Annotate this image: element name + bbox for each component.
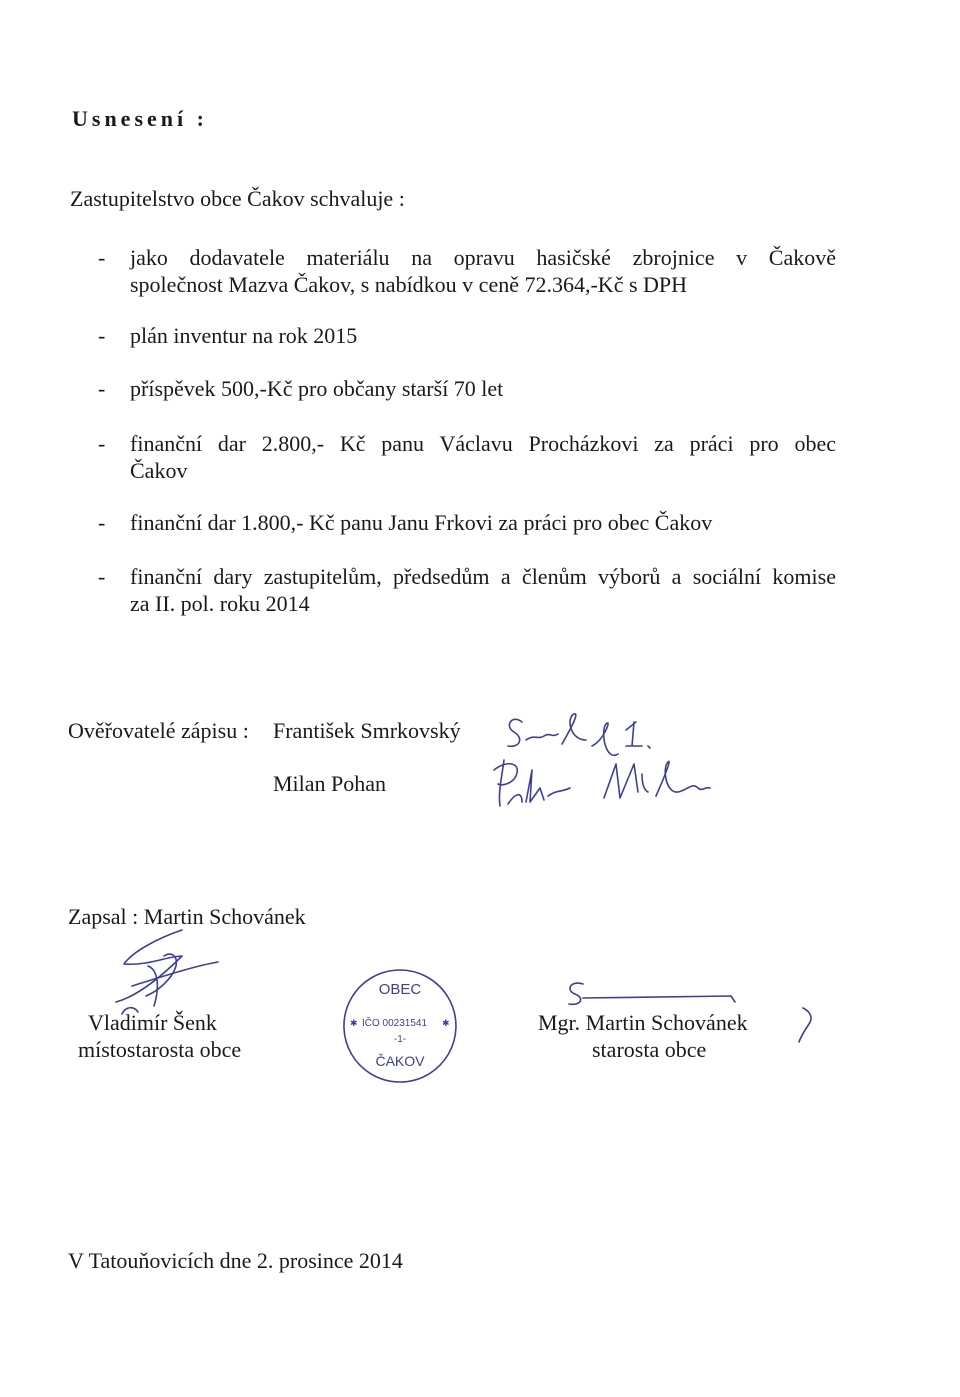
- list-dash: -: [98, 431, 106, 456]
- signatory-name: Mgr. Martin Schovánek: [538, 1010, 748, 1035]
- list-item-line: společnost Mazva Čakov, s nabídkou v ceně 72.364,-Kč s DPH: [130, 272, 688, 297]
- verifier-name: František Smrkovský: [273, 718, 461, 743]
- list-dash: -: [98, 376, 106, 401]
- list-item-line: finanční dar 2.800,- Kč panu Václavu Procházkovi za práci pro obec: [130, 431, 836, 456]
- verifiers-label: Ověřovatelé zápisu :: [68, 718, 249, 743]
- stamp-bottom-text: ČAKOV: [375, 1053, 425, 1069]
- stamp-top-text: OBEC: [378, 981, 422, 998]
- list-dash: -: [98, 564, 106, 589]
- list-item-line: za II. pol. roku 2014: [130, 591, 310, 616]
- list-item-line: příspěvek 500,-Kč pro občany starší 70 let: [130, 376, 504, 401]
- stamp-ico-text: IČO 00231541: [362, 1018, 428, 1029]
- list-item-line: jako dodavatele materiálu na opravu hasičské zbrojnice v Čakově: [130, 245, 836, 270]
- signatory-role: místostarosta obce: [78, 1037, 242, 1062]
- list-dash: -: [98, 510, 106, 535]
- stamp-star-icon: ✱: [442, 1018, 450, 1028]
- signatory-name: Vladimír Šenk: [88, 1010, 217, 1035]
- list-item: [98, 244, 836, 300]
- list-item-line: finanční dary zastupitelům, předsedům a členům výborů a sociální komise: [130, 564, 836, 589]
- page-title: Usnesení :: [72, 106, 208, 131]
- intro-text: Zastupitelstvo obce Čakov schvaluje :: [70, 186, 405, 211]
- signature-pohan: [492, 752, 712, 822]
- list-dash: -: [98, 323, 106, 348]
- list-item-line: Čakov: [130, 458, 188, 483]
- recorder-line: Zapsal : Martin Schovánek: [68, 904, 306, 929]
- place-date: V Tatouňovicích dne 2. prosince 2014: [68, 1248, 403, 1273]
- list-item-line: plán inventur na rok 2015: [130, 323, 358, 348]
- official-stamp: [340, 966, 460, 1086]
- list-item-line: finanční dar 1.800,- Kč panu Janu Frkovi za práci pro obec Čakov: [130, 510, 713, 535]
- list-dash: -: [98, 245, 106, 270]
- signature-smrkovsky: [500, 700, 700, 760]
- verifier-name: Milan Pohan: [273, 771, 387, 796]
- stamp-star-icon: ✱: [350, 1018, 358, 1028]
- stamp-number-text: -1-: [393, 1034, 407, 1045]
- signatory-role: starosta obce: [592, 1037, 707, 1062]
